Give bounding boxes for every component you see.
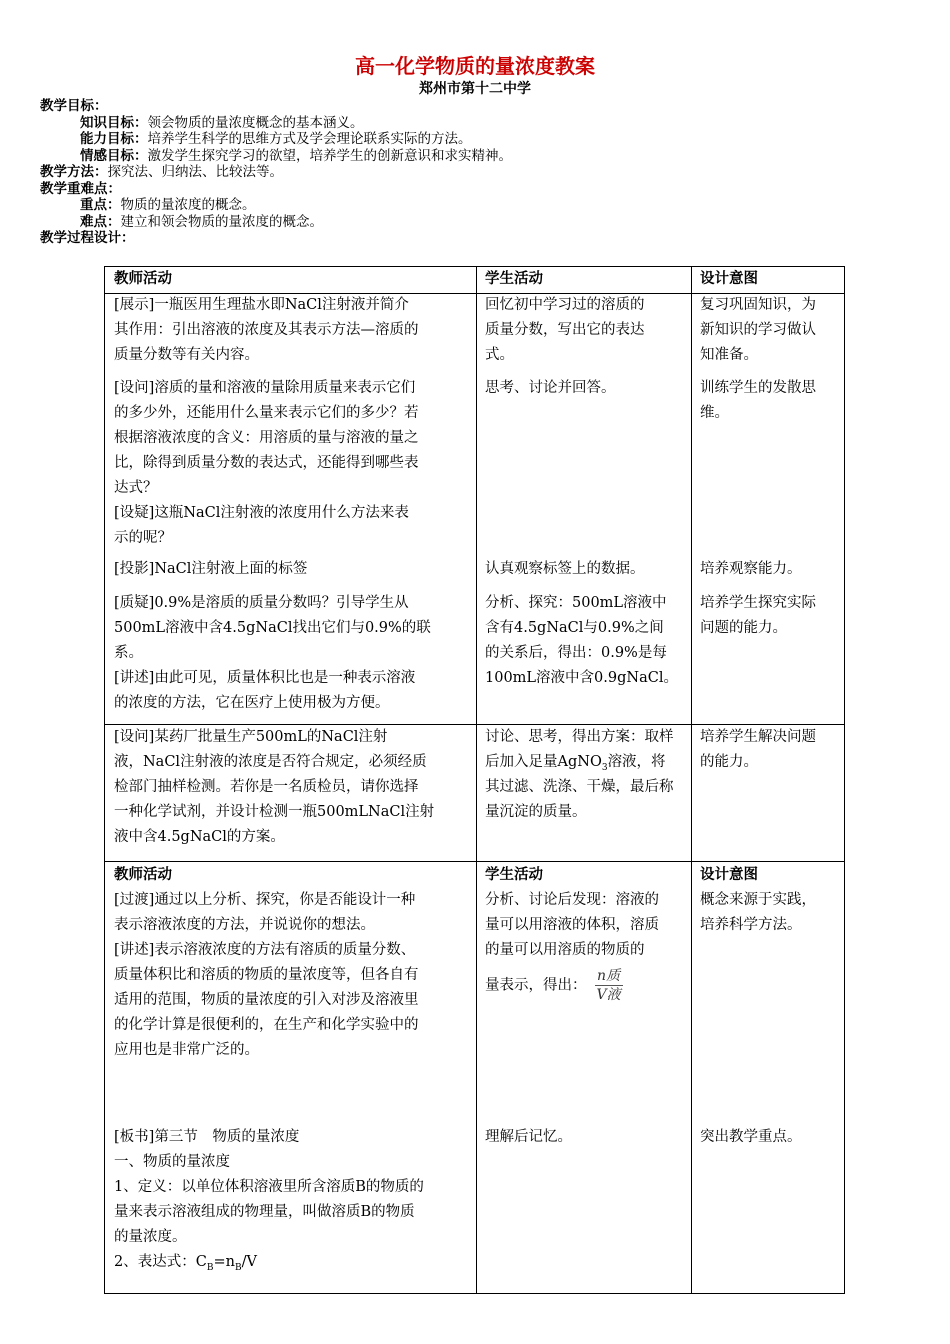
text-line: [质疑]0.9%是溶质的质量分数吗？引导学生从: [114, 595, 409, 611]
text-line: [板书]第三节 物质的量浓度: [114, 1129, 300, 1145]
text-line: [485, 967, 659, 1004]
text-line: 训练学生的发散思: [700, 380, 816, 396]
text-line: 新知识的学习做认: [700, 322, 816, 338]
text-line: 培养科学方法。: [700, 917, 802, 933]
text-fragment: 2、表达式：C: [114, 1254, 207, 1270]
text-line: 的化学计算是很便利的，在生产和化学实验中的: [114, 1017, 419, 1033]
teacher-activity-inspection: [114, 725, 434, 850]
text-line: [讲述]表示溶液浓度的方法有溶质的质量分数、: [114, 942, 416, 958]
document-title: 高一化学物质的量浓度教案: [355, 54, 595, 78]
text-line: 比，除得到质量分数的表达式，还能得到哪些表: [114, 455, 419, 471]
text-line: 一、物质的量浓度: [114, 1154, 230, 1170]
col-header-student-repeat: 学生活动: [485, 867, 543, 883]
method-label: 教学方法：: [40, 164, 108, 180]
lesson-table: [104, 266, 845, 1294]
text-line: 培养观察能力。: [700, 561, 802, 577]
col-header-teacher-repeat: 教师活动: [114, 867, 172, 883]
text-line: [讲述]由此可见，质量体积比也是一种表示溶液: [114, 670, 416, 686]
text-line: 示的呢？: [114, 530, 172, 546]
fraction-denominator: V液: [596, 987, 621, 1003]
objectives-label: 教学目标：: [40, 98, 108, 114]
student-activity-derive: [485, 888, 659, 1004]
concentration-fraction: [595, 967, 623, 1004]
student-activity-memorize: [485, 1125, 572, 1150]
design-intent-observe: [700, 557, 802, 582]
text-line: 液，NaCl注射液的浓度是否符合规定，必须经质: [114, 754, 427, 770]
design-intent-explore: [700, 591, 816, 641]
text-line: 培养学生探究实际: [700, 595, 816, 611]
text-line: 思考、讨论并回答。: [485, 380, 616, 396]
formula-line: [114, 1250, 424, 1275]
knowledge-label: 知识目标：: [80, 114, 148, 131]
process-label: 教学过程设计：: [40, 230, 135, 246]
text-line: 其过滤、洗涤、干燥，最后称: [485, 779, 674, 795]
teacher-activity-board: [114, 1125, 424, 1275]
text-line: 一种化学试剂，并设计检测一瓶500mLNaCl注射: [114, 804, 435, 820]
text-line: 系。: [114, 645, 143, 661]
text-fragment: 量表示，得出：: [485, 977, 587, 994]
text-line: 质量体积比和溶质的物质的量浓度等，但各自有: [114, 967, 419, 983]
col-header-design: 设计意图: [700, 271, 758, 287]
text-line: 检部门抽样检测。若你是一名质检员，请你选择: [114, 779, 419, 795]
student-activity-observe: [485, 557, 645, 582]
design-intent-emphasis: [700, 1125, 802, 1150]
emotion-text: 激发学生探究学习的欲望，培养学生的创新意识和求实精神。: [147, 147, 512, 164]
text-line: 回忆初中学习过的溶质的: [485, 297, 645, 313]
text-line: 量来表示溶液组成的物理量，叫做溶质B的物质: [114, 1204, 415, 1220]
text-line: 的能力。: [700, 754, 758, 770]
subscript: B: [234, 1262, 242, 1273]
text-line: 量沉淀的质量。: [485, 804, 587, 820]
subscript: B: [206, 1262, 214, 1273]
text-line: 分析、探究：500mL溶液中: [485, 595, 667, 611]
text-line: 概念来源于实践，: [700, 892, 816, 908]
text-line: [设问]溶质的量和溶液的量除用质量来表示它们: [114, 380, 416, 396]
teacher-activity-query: [114, 591, 431, 716]
text-line: 维。: [700, 405, 729, 421]
text-line: 的量浓度。: [114, 1229, 187, 1245]
knowledge-text: 领会物质的量浓度概念的基本涵义。: [147, 114, 364, 131]
emotion-label: 情感目标：: [80, 147, 148, 164]
text-line: 问题的能力。: [700, 620, 787, 636]
text-line: [设疑]这瓶NaCl注射液的浓度用什么方法来表: [114, 505, 409, 521]
text-line: 100mL溶液中含0.9gNaCl。: [485, 670, 678, 686]
key-text: 物质的量浓度的概念。: [120, 197, 256, 213]
text-line: 分析、讨论后发现：溶液的: [485, 892, 659, 908]
text-line: 表示溶液浓度的方法，并说说你的想法。: [114, 917, 375, 933]
text-line: 的多少外，还能用什么量来表示它们的多少？若: [114, 405, 419, 421]
column-divider: [691, 267, 692, 1293]
ability-text: 培养学生科学的思维方式及学会理论联系实际的方法。: [147, 131, 472, 147]
student-activity-analyze: [485, 591, 678, 691]
ability-label: 能力目标：: [80, 131, 148, 147]
text-line: 认真观察标签上的数据。: [485, 561, 645, 577]
text-line: 式。: [485, 347, 514, 363]
text-line: 其作用：引出溶液的浓度及其表示方法—溶质的: [114, 322, 419, 338]
method-text: 探究法、归纳法、比较法等。: [107, 164, 283, 180]
text-line: 复习巩固知识，为: [700, 297, 816, 313]
text-line: 讨论、思考，得出方案：取样: [485, 729, 674, 745]
text-line: 质量分数等有关内容。: [114, 347, 259, 363]
text-line: 的关系后，得出：0.9%是每: [485, 645, 667, 661]
text-fragment: =n: [213, 1254, 235, 1270]
text-line: 培养学生解决问题: [700, 729, 816, 745]
col-header-design-repeat: 设计意图: [700, 867, 758, 883]
design-intent-review: [700, 293, 816, 368]
student-activity-recall: [485, 293, 645, 368]
text-line: 含有4.5gNaCl与0.9%之间: [485, 620, 664, 636]
text-line: [展示]一瓶医用生理盐水即NaCl注射液并简介: [114, 297, 409, 313]
teacher-activity-projection: [114, 557, 307, 582]
design-intent-solve: [700, 725, 816, 775]
text-line: 的浓度的方法，它在医疗上使用极为方便。: [114, 695, 390, 711]
text-line: 达式？: [114, 480, 158, 496]
school-name: 郑州市第十二中学: [419, 81, 531, 97]
teacher-activity-question: [114, 376, 419, 551]
text-fragment: 溶液，将: [607, 754, 666, 770]
text-line: 的量可以用溶质的物质的: [485, 942, 645, 958]
text-line: 应用也是非常广泛的。: [114, 1042, 259, 1058]
text-line: 知准备。: [700, 347, 758, 363]
text-line: 量可以用溶液的体积，溶质: [485, 917, 659, 933]
teacher-activity-transition: [114, 888, 419, 1063]
design-intent-divergent: [700, 376, 816, 426]
text-line: 根据溶液浓度的含义：用溶质的量与溶液的量之: [114, 430, 419, 446]
subscript: 3: [601, 762, 608, 773]
text-line: [投影]NaCl注射液上面的标签: [114, 561, 308, 577]
student-activity-discuss: [485, 376, 616, 401]
row-divider: [105, 861, 844, 862]
student-activity-plan: [485, 725, 674, 825]
text-fragment: /V: [241, 1254, 257, 1270]
text-line: 理解后记忆。: [485, 1129, 572, 1145]
text-line: 1、定义：以单位体积溶液里所含溶质B的物质的: [114, 1179, 424, 1195]
col-header-student: 学生活动: [485, 271, 543, 287]
difficulty-text: 建立和领会物质的量浓度的概念。: [120, 213, 323, 230]
key-label: 重点：: [80, 197, 121, 213]
text-line: 适用的范围，物质的量浓度的引入对涉及溶液里: [114, 992, 419, 1008]
lesson-header: [40, 98, 512, 247]
difficulty-label: 难点：: [80, 213, 121, 230]
col-header-teacher: 教师活动: [114, 271, 172, 287]
design-intent-practice: [700, 888, 816, 938]
teacher-activity-display: [114, 293, 419, 368]
text-fragment: 后加入足量AgNO: [485, 754, 602, 770]
text-line: 质量分数，写出它的表达: [485, 322, 645, 338]
keypoints-label: 教学重难点：: [40, 180, 121, 197]
text-line: 突出教学重点。: [700, 1129, 802, 1145]
fraction-numerator: n质: [595, 967, 623, 986]
text-line: [过渡]通过以上分析、探究，你是否能设计一种: [114, 892, 416, 908]
text-line: 液中含4.5gNaCl的方案。: [114, 829, 285, 845]
text-line: [485, 750, 674, 775]
text-line: [设问]某药厂批量生产500mL的NaCl注射: [114, 729, 388, 745]
text-line: 500mL溶液中含4.5gNaCl找出它们与0.9%的联: [114, 620, 431, 636]
column-divider: [476, 267, 477, 1293]
